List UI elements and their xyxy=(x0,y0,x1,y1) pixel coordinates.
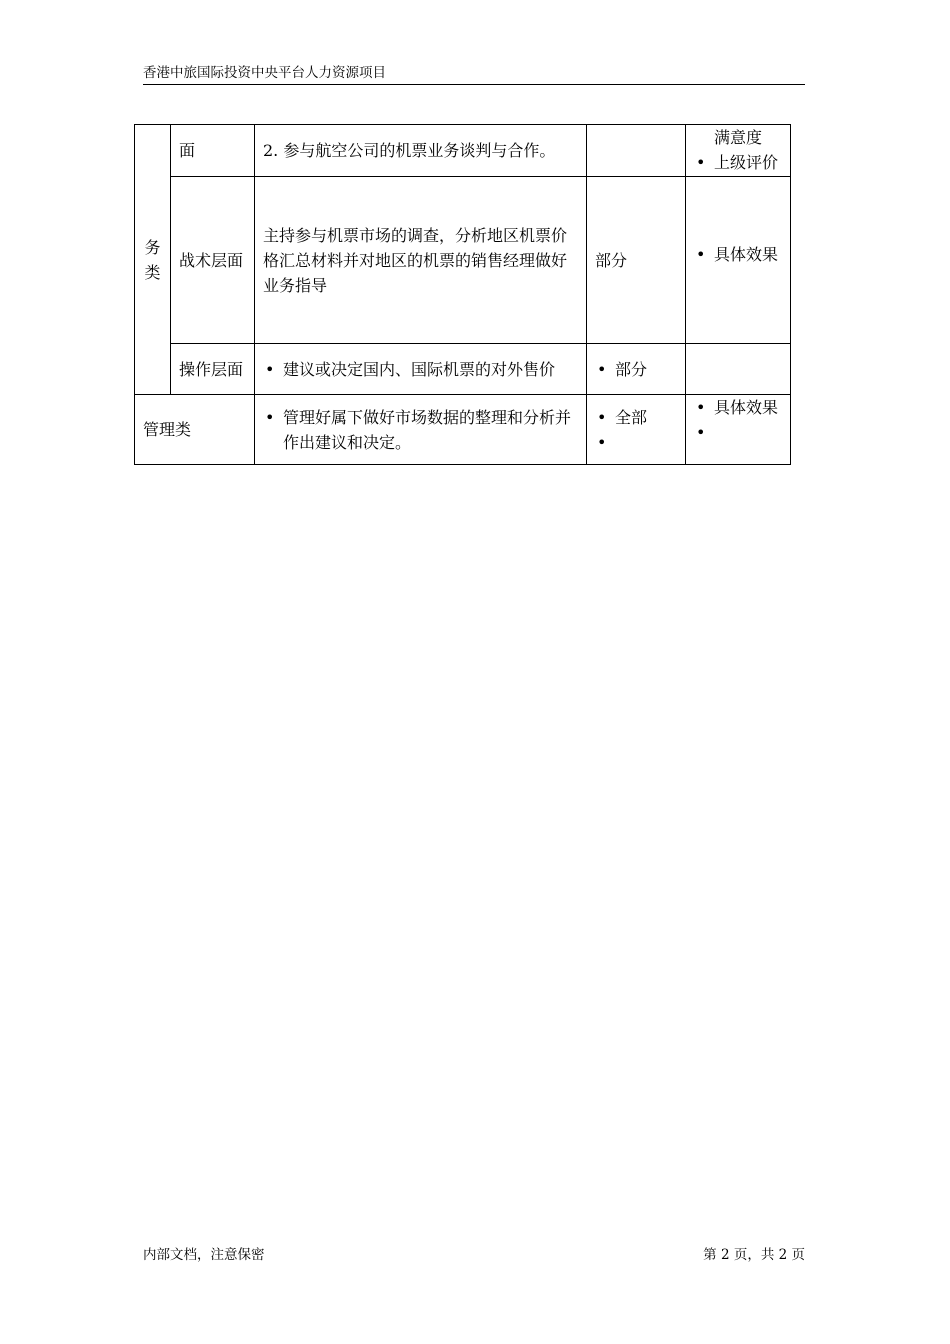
category-cell: 管理类 xyxy=(135,395,255,465)
table-row xyxy=(135,344,791,395)
authority-bullet xyxy=(595,430,677,455)
kpi-bullet xyxy=(694,420,782,445)
authority-cell xyxy=(587,395,686,465)
duty-bullet: • 管理好属下做好市场数据的整理和分析并作出建议和决定。 xyxy=(263,405,578,455)
category-label: 务类 xyxy=(144,237,161,282)
job-duty-table xyxy=(134,124,791,465)
duty-bullet: • 建议或决定国内、国际机票的对外售价 xyxy=(263,357,578,382)
kpi-cell xyxy=(686,177,791,344)
kpi-cell xyxy=(686,344,791,395)
table-row xyxy=(135,395,791,465)
duty-cell: 2. 参与航空公司的机票业务谈判与合作。 xyxy=(255,125,587,177)
kpi-cell xyxy=(686,125,791,177)
authority-bullet: • 部分 xyxy=(595,357,677,382)
footer-confidential: 内部文档，注意保密 xyxy=(143,1247,265,1263)
duty-cell xyxy=(255,344,587,395)
kpi-cell xyxy=(686,395,791,465)
kpi-bullet: • 具体效果 xyxy=(694,395,782,420)
footer-page-number: 第 2 页，共 2 页 xyxy=(703,1247,805,1263)
duty-cell: 主持参与机票市场的调查，分析地区机票价格汇总材料并对地区的机票的销售经理做好业务指导 xyxy=(255,177,587,344)
authority-cell xyxy=(587,125,686,177)
table-row xyxy=(135,125,791,177)
authority-bullet: • 全部 xyxy=(595,405,677,430)
authority-cell xyxy=(587,344,686,395)
authority-cell: 部分 xyxy=(587,177,686,344)
table-row xyxy=(135,177,791,344)
level-cell: 战术层面 xyxy=(171,177,255,344)
category-cell xyxy=(135,125,171,395)
kpi-title: 满意度 xyxy=(713,128,762,147)
level-cell: 面 xyxy=(171,125,255,177)
page-header: 香港中旅国际投资中央平台人力资源项目 xyxy=(143,64,805,85)
duty-cell xyxy=(255,395,587,465)
kpi-bullet: • 具体效果 xyxy=(694,242,782,267)
kpi-bullet: • 上级评价 xyxy=(694,150,782,175)
level-cell: 操作层面 xyxy=(171,344,255,395)
